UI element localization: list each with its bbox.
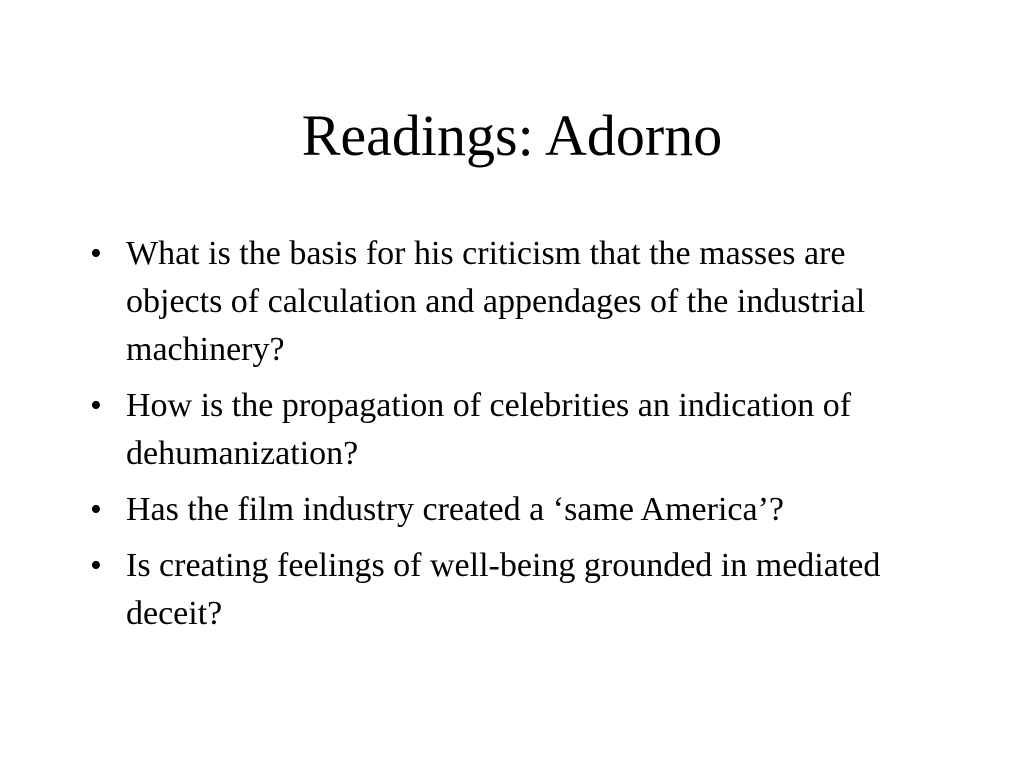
bullet-marker: • [90,547,102,584]
bullet-list [80,230,950,646]
bullet-text: Is creating feelings of well-being grounded in mediated deceit? [126,547,881,632]
bullet-text: How is the propagation of celebrities an indication of dehumanization? [126,387,852,472]
bullet-text: Has the film industry created a ‘same America’? [126,491,785,528]
bullet-item [80,382,950,478]
slide-title: Readings: Adorno [301,103,723,168]
bullet-text: What is the basis for his criticism that the masses are objects of calculation and appendages of the industrial machinery? [126,235,866,368]
bullet-marker: • [90,491,102,528]
bullet-item [80,230,950,374]
bullet-marker: • [90,235,102,272]
bullet-marker: • [90,387,102,424]
bullet-item [80,486,950,534]
bullet-item [80,542,950,638]
